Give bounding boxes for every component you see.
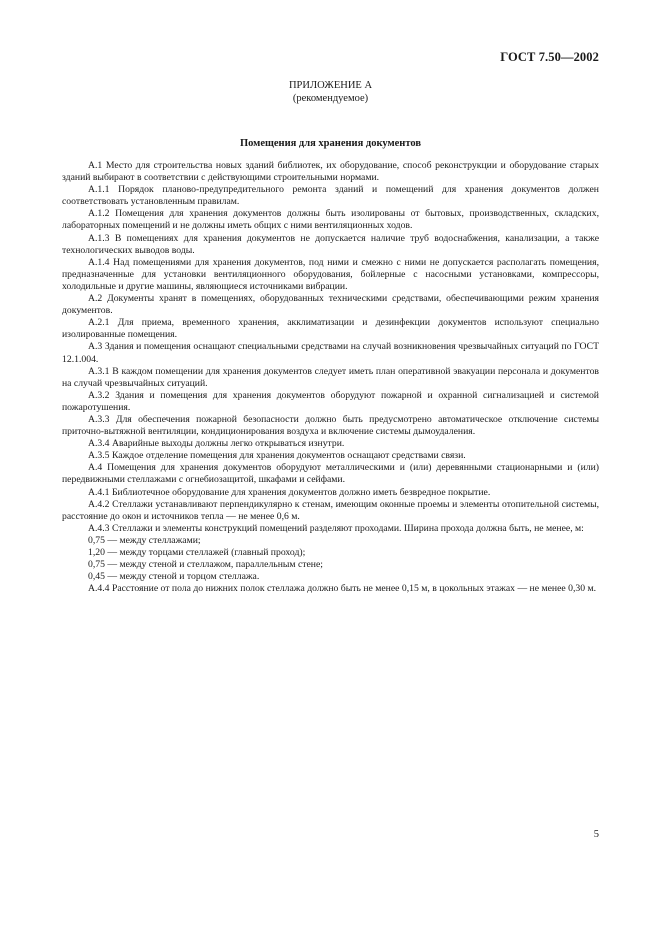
paragraph-a4-2: А.4.2 Стеллажи устанавливают перпендикулярно к стенам, имеющим оконные проемы и элементы отопительной системы, расстояние до окон и источников тепла — не менее 0,6 м. (62, 498, 599, 522)
paragraph-a1-4: А.1.4 Над помещениями для хранения документов, под ними и смежно с ними не допускается располагать помещения, предназначенные для установки вентиляционного оборудования, бойлерные с насосными установками, компрессоры, холодильные и другие машины, являющиеся источниками вибрации. (62, 256, 599, 292)
paragraph-a4-1: А.4.1 Библиотечное оборудование для хранения документов должно иметь безвредное покрытие. (88, 486, 491, 498)
appendix-heading (0, 80, 661, 105)
paragraph-a2-1: А.2.1 Для приема, временного хранения, акклиматизации и дезинфекции документов используют специально изолированные помещения. (62, 317, 599, 341)
paragraph-a3-2: А.3.2 Здания и помещения для хранения документов оборудуют пожарной и охранной сигнализацией и системой пожаротушения. (62, 389, 599, 413)
document-body (62, 160, 599, 595)
list-item: 0,75 — между стеллажами; (88, 534, 201, 546)
appendix-title: ПРИЛОЖЕНИЕ А (288, 80, 373, 91)
paragraph-a3: А.3 Здания и помещения оснащают специальными средствами на случай возникновения чрезвычайных ситуаций по ГОСТ 12.1.004. (62, 341, 599, 365)
paragraph-a3-3: А.3.3 Для обеспечения пожарной безопасности должно быть предусмотрено автоматическое отключение системы приточно-вытяжной вентиляции, кондиционирования воздуха и включение системы дымоудаления. (62, 413, 599, 438)
section-title: Помещения для хранения документов (239, 138, 422, 149)
paragraph-a4-3: А.4.3 Стеллажи и элементы конструкций помещений разделяют проходами. Ширина прохода должна быть, не менее, м: (88, 522, 584, 534)
document-code: ГОСТ 7.50—2002 (500, 50, 599, 64)
paragraph-a1-3: А.1.3 В помещениях для хранения документов не допускается наличие труб водоснабжения, канализации, а также технологических выводов воды. (62, 232, 599, 256)
paragraph-a4: А.4 Помещения для хранения документов оборудуют металлическими и (или) деревянными стационарными и (или) передвижными стеллажами с огнебиозащитой, шкафами и сейфами. (62, 462, 599, 486)
paragraph-a2: А.2 Документы хранят в помещениях, оборудованных техническими средствами, обеспечивающими режим хранения документов. (62, 293, 599, 317)
page-number: 5 (593, 829, 599, 840)
paragraph-a3-4: А.3.4 Аварийные выходы должны легко открываться изнутри. (88, 438, 345, 450)
appendix-subtitle: (рекомендуемое) (292, 92, 369, 104)
paragraph-a1-2: А.1.2 Помещения для хранения документов должны быть изолированы от бытовых, производственных, складских, лабораторных помещений и не должны иметь общих с ними вентиляционных ходов. (62, 208, 599, 232)
paragraph-a1: А.1 Место для строительства новых зданий библиотек, их оборудование, способ реконструкции и оборудование старых зданий выбирают в соответствии с действующими строительными нормами. (62, 160, 599, 184)
paragraph-a4-4: А.4.4 Расстояние от пола до нижних полок стеллажа должно быть не менее 0,15 м, в цокольных этажах — не менее 0,30 м. (88, 583, 597, 595)
paragraph-a1-1: А.1.1 Порядок планово-предупредительного ремонта зданий и помещений для хранения документов должен соответствовать установленным правилам. (62, 184, 599, 208)
paragraph-a3-1: А.3.1 В каждом помещении для хранения документов следует иметь план оперативной эвакуации персонала и документов на случай чрезвычайных ситуаций. (62, 365, 599, 389)
list-item: 0,75 — между стеной и стеллажом, параллельным стене; (88, 559, 323, 571)
list-item: 0,45 — между стеной и торцом стеллажа. (88, 571, 260, 583)
paragraph-a3-5: А.3.5 Каждое отделение помещения для хранения документов оснащают средствами связи. (88, 450, 466, 462)
list-item: 1,20 — между торцами стеллажей (главный проход); (88, 547, 306, 558)
